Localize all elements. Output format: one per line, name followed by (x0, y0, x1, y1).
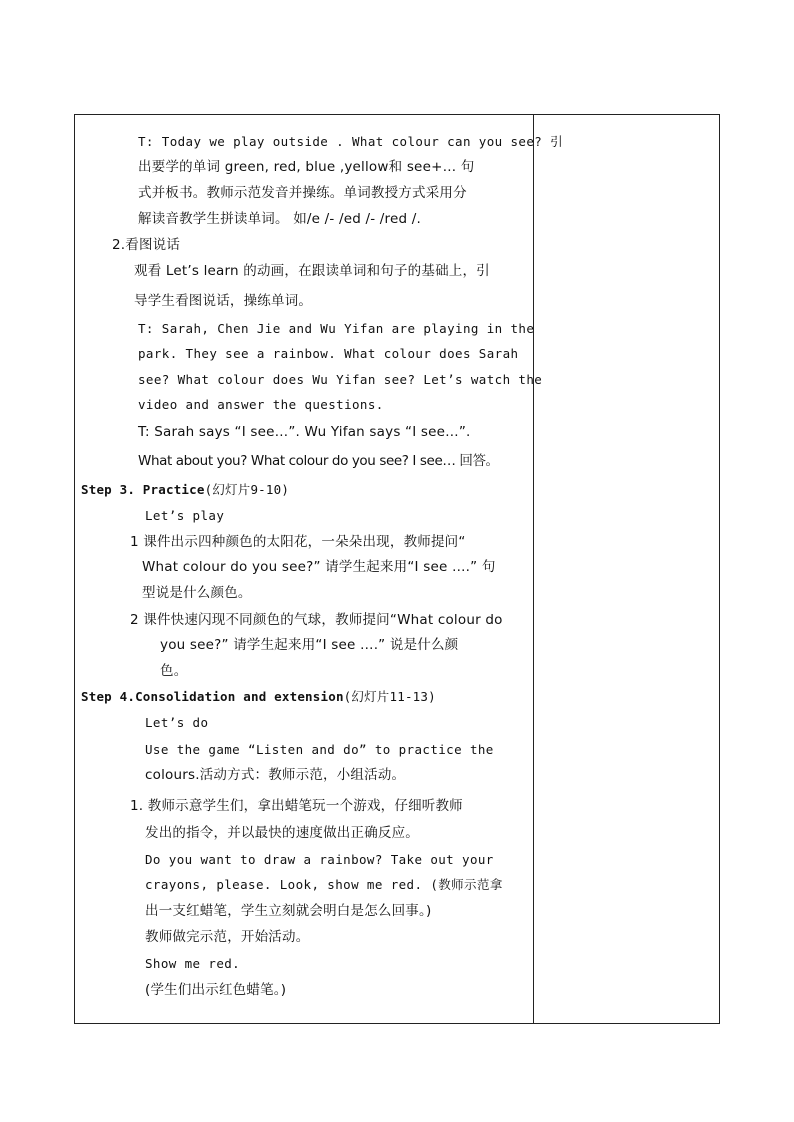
text-line-1: T: Today we play outside . What colour can you see? 引 (138, 134, 564, 149)
text-line-28: Do you want to draw a rainbow? Take out your (145, 852, 494, 867)
text-line-9: park. They see a rainbow. What colour does Sarah (138, 346, 519, 361)
lets-play-label: Let’s play (145, 508, 225, 523)
text-line-4: 解读音教学生拼读单词。 如/e /- /ed /- /red /. (138, 211, 421, 227)
lets-do-label: Let’s do (145, 715, 209, 730)
step4-label: Step 4.Consolidation and extension (81, 689, 344, 704)
text-line-24: Use the game “Listen and do” to practice the (145, 742, 494, 757)
text-line-16: 1 课件出示四种颜色的太阳花，一朵朵出现，教师提问“ (130, 534, 466, 550)
text-line-19: 2 课件快速闪现不同颜色的气球，教师提问“What colour do (130, 612, 503, 628)
text-line-32: Show me red. (145, 956, 241, 971)
step4-slides: (幻灯片11-13) (343, 689, 436, 704)
text-line-20: you see?” 请学生起来用“I see ….” 说是什么颜 (160, 637, 459, 653)
text-line-27: 发出的指令，并以最快的速度做出正确反应。 (145, 825, 419, 841)
step3-label: Step 3. Practice (81, 482, 205, 497)
text-line-31: 教师做完示范，开始活动。 (145, 929, 310, 945)
text-line-11: video and answer the questions. (138, 397, 384, 412)
step4-heading (81, 688, 436, 706)
text-line-10: see? What colour does Wu Yifan see? Let’s watch the (138, 372, 543, 387)
text-line-12: T: Sarah says “I see…”. Wu Yifan says “I see…”. (138, 424, 471, 440)
text-line-3: 式并板书。教师示范发音并操练。单词教授方式采用分 (138, 185, 467, 201)
text-line-17: What colour do you see?” 请学生起来用“I see ….” 句 (142, 559, 496, 575)
text-line-25: colours.活动方式：教师示范，小组活动。 (145, 767, 406, 783)
text-line-2: 出要学的单词 green, red, blue ,yellow和 see+… 句 (138, 159, 475, 175)
text-line-13: What about you? What colour do you see? I see… 回答。 (138, 453, 499, 469)
column-divider (533, 115, 534, 1023)
text-line-30: 出一支红蜡笔，学生立刻就会明白是怎么回事。) (145, 903, 432, 919)
step3-heading (81, 481, 289, 499)
step3-slides: (幻灯片9-10) (204, 482, 290, 497)
text-line-21: 色。 (160, 663, 188, 679)
section-heading-picture-talk: 2.看图说话 (112, 237, 181, 253)
text-line-6: 观看 Let’s learn 的动画，在跟读单词和句子的基础上，引 (134, 263, 490, 279)
text-line-7: 导学生看图说话，操练单词。 (134, 293, 313, 309)
text-line-33: (学生们出示红色蜡笔。) (145, 982, 287, 998)
text-line-18: 型说是什么颜色。 (142, 585, 252, 601)
text-line-8: T: Sarah, Chen Jie and Wu Yifan are playing in the (138, 321, 535, 336)
text-line-29: crayons, please. Look, show me red. (教师示范拿 (145, 877, 503, 892)
text-line-26: 1. 教师示意学生们，拿出蜡笔玩一个游戏，仔细听教师 (130, 798, 463, 814)
